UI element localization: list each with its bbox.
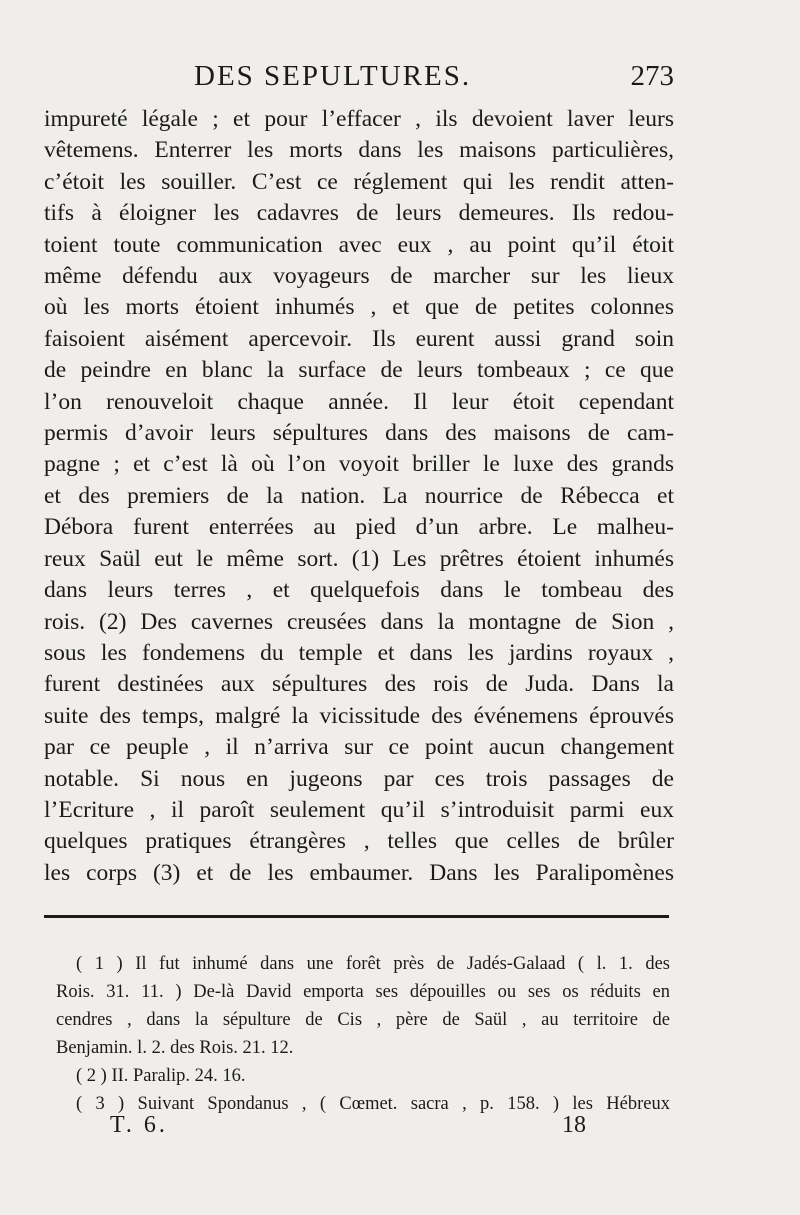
page-footer	[44, 1112, 674, 1144]
footnote-line: ( 3 ) Suivant Spondanus , ( Cœmet. sacra , p. 158. ) les Hébreux	[76, 1094, 670, 1114]
body-line: tifs à éloigner les cadavres de leurs demeures. Ils redou-	[44, 200, 674, 227]
body-line: suite des temps, malgré la vicissitude des événemens éprouvés	[44, 702, 674, 729]
body-line: vêtemens. Enterrer les morts dans les maisons particulières,	[44, 137, 674, 164]
footnote-line: Benjamin. l. 2. des Rois. 21. 12.	[56, 1038, 294, 1058]
body-line: quelques pratiques étrangères , telles que celles de brûler	[44, 828, 674, 855]
body-line: impureté légale ; et pour l’effacer , ils devoient laver leurs	[44, 106, 674, 132]
body-line: faisoient aisément apercevoir. Ils eurent aussi grand soin	[44, 325, 674, 352]
body-line: notable. Si nous en jugeons par ces trois passages de	[44, 765, 674, 792]
footnote-line: Rois. 31. 11. ) De-là David emporta ses dépouilles ou ses os réduits en	[56, 982, 670, 1002]
body-line: Débora furent enterrées au pied d’un arbre. Le malheu-	[44, 514, 674, 541]
body-line: par ce peuple , il n’arriva sur ce point aucun changement	[44, 734, 674, 761]
body-line: et des premiers de la nation. La nourrice de Rébecca et	[44, 482, 674, 509]
body-line: pagne ; et c’est là où l’on voyoit briller le luxe des grands	[44, 451, 674, 478]
sheet-number: 18	[562, 1112, 586, 1138]
page-number: 273	[630, 60, 674, 92]
body-line: furent destinées aux sépultures des rois de Juda. Dans la	[44, 671, 674, 698]
body-line: l’Ecriture , il paroît seulement qu’il s’introduisit parmi eux	[44, 796, 674, 823]
footnote-line: ( 1 ) Il fut inhumé dans une forêt près de Jadés-Galaad ( l. 1. des	[76, 954, 670, 974]
body-line: dans leurs terres , et quelquefois dans le tombeau des	[44, 577, 674, 604]
footnotes	[56, 950, 670, 1118]
footnote-divider	[44, 915, 669, 918]
body-line: toient toute communication avec eux , au point qu’il étoit	[44, 231, 674, 258]
body-line: où les morts étoient inhumés , et que de petites colonnes	[44, 294, 674, 321]
body-line: même défendu aux voyageurs de marcher sur les lieux	[44, 263, 674, 290]
body-line: les corps (3) et de les embaumer. Dans les Paralipomènes	[44, 859, 674, 886]
volume-signature: T. 6.	[110, 1112, 168, 1138]
body-text	[44, 104, 674, 889]
body-line: reux Saül eut le même sort. (1) Les prêtres étoient inhumés	[44, 545, 674, 572]
running-head	[44, 60, 674, 100]
body-line: l’on renouveloit chaque année. Il leur étoit cependant	[44, 388, 674, 415]
footnote-line: cendres , dans la sépulture de Cis , père de Saül , au territoire de	[56, 1010, 670, 1030]
body-line: de peindre en blanc la surface de leurs tombeaux ; ce que	[44, 357, 674, 384]
running-head-title: DES SEPULTURES.	[194, 60, 472, 92]
body-line: rois. (2) Des cavernes creusées dans la montagne de Sion ,	[44, 608, 674, 635]
body-line: permis d’avoir leurs sépultures dans des maisons de cam-	[44, 420, 674, 447]
body-line: c’étoit les souiller. C’est ce réglement qui les rendit atten-	[44, 168, 674, 195]
footnote-line: ( 2 ) II. Paralip. 24. 16.	[76, 1066, 246, 1086]
body-line: sous les fondemens du temple et dans les jardins royaux ,	[44, 639, 674, 666]
